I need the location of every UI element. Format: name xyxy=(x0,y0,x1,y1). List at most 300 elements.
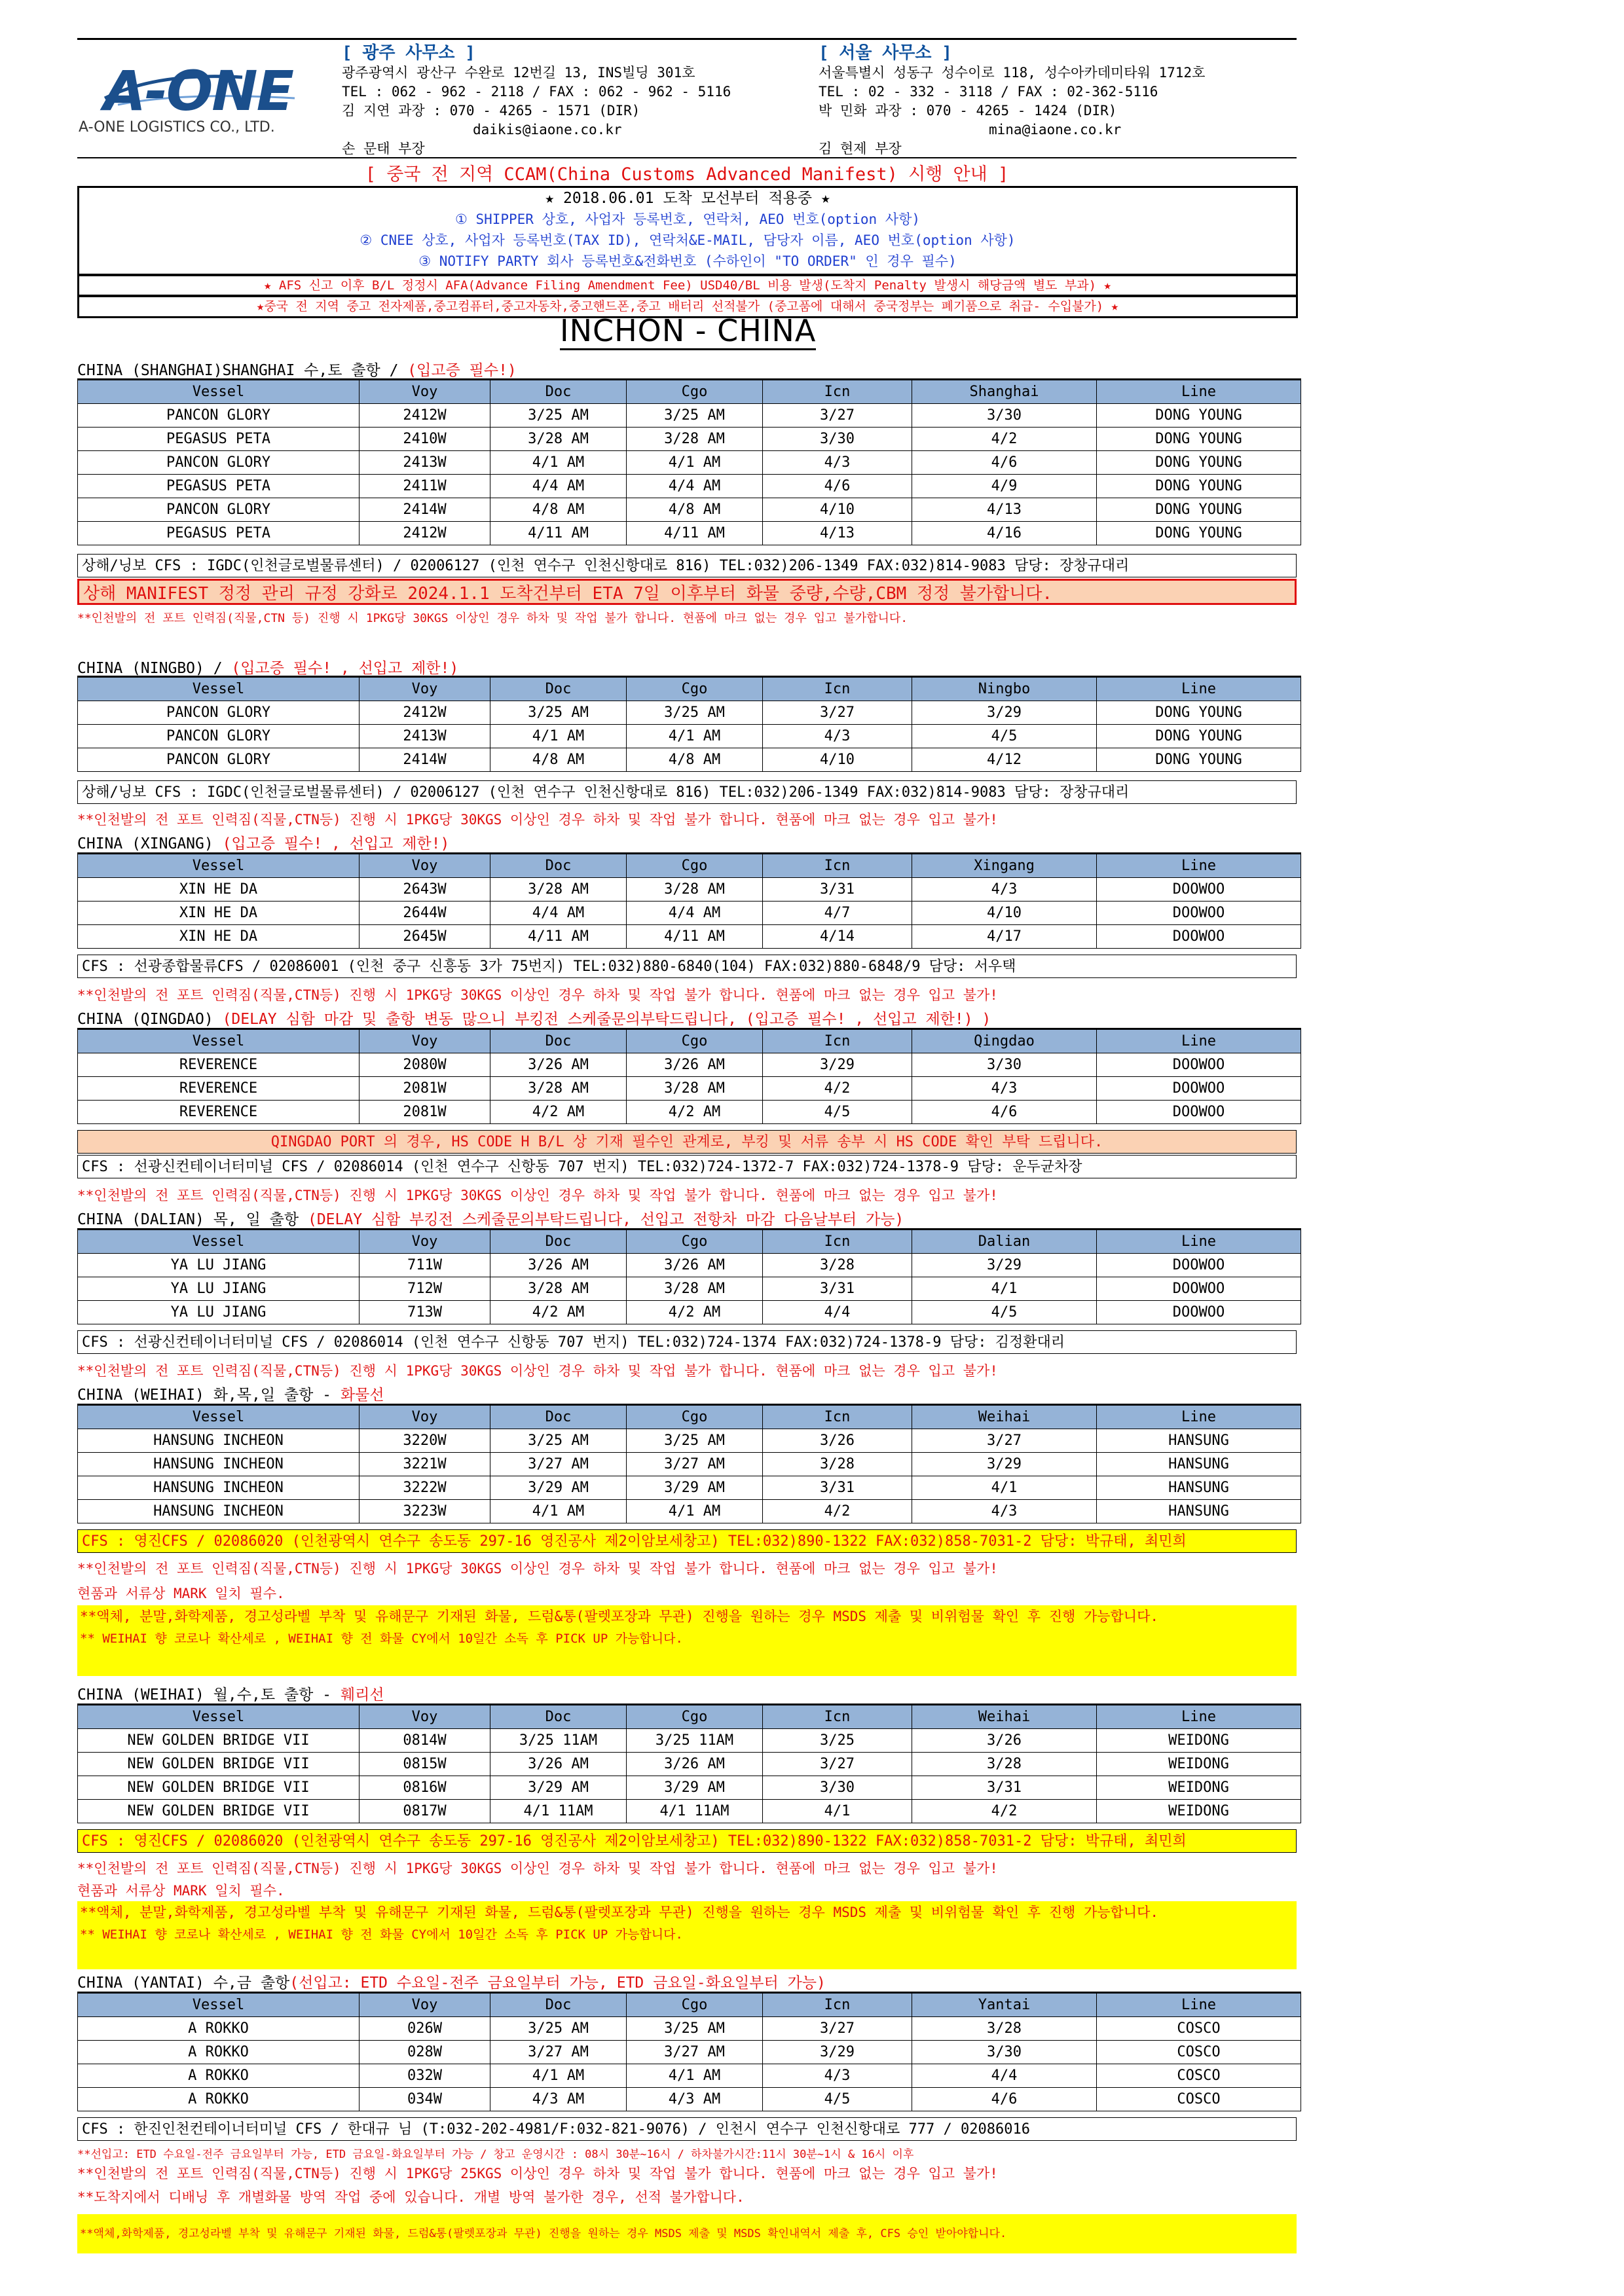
table-row xyxy=(78,404,1301,428)
section-title-text: CHINA (XINGANG) xyxy=(77,835,223,852)
vessel-cell: XIN HE DA xyxy=(78,878,360,902)
port-eta-cell: 4/16 xyxy=(912,522,1097,545)
vessel-cell: A ROKKO xyxy=(78,2064,360,2088)
line-cell: DONG YOUNG xyxy=(1097,428,1301,451)
table-row xyxy=(78,1301,1301,1324)
voyage-cell: 2644W xyxy=(360,902,490,925)
doc-cutoff-cell: 3/29 AM xyxy=(490,1476,627,1500)
cfs-info-weihai-ferry: CFS : 영진CFS / 02086020 (인천광역시 연수구 송도동 297-16 영진공사 제2이암보세창고) TEL:032)890-1322 FAX:032)858-7031-2 담당: 박규태, 최민희 xyxy=(77,1829,1297,1853)
col-header-port: Shanghai xyxy=(912,380,1097,404)
cargo-cutoff-cell: 3/26 AM xyxy=(627,1053,763,1077)
table-header-row xyxy=(78,1705,1301,1729)
voyage-cell: 2412W xyxy=(360,404,490,428)
used-goods-notice: ★중국 전 지역 중고 전자제품,중고컴퓨터,중고자동차,중고핸드폰,중고 배터리 선적불가 (중고품에 대해서 중국정부는 폐기품으로 취급- 수입불가) ★ xyxy=(77,295,1298,318)
incheon-etd-cell: 4/14 xyxy=(763,925,912,949)
doc-cutoff-cell: 4/4 AM xyxy=(490,902,627,925)
line-cell: DONG YOUNG xyxy=(1097,522,1301,545)
schedule-table-shanghai xyxy=(77,378,1301,545)
gwangju-manager: 손 문태 부장 xyxy=(342,141,425,156)
port-eta-cell: 4/17 xyxy=(912,925,1097,949)
vessel-cell: YA LU JIANG xyxy=(78,1254,360,1277)
col-header-icn: Icn xyxy=(763,677,912,701)
incheon-etd-cell: 3/30 xyxy=(763,1776,912,1800)
section-title-dalian xyxy=(77,1207,904,1229)
section-title-weihai-cargo xyxy=(77,1383,384,1404)
note-weihai-cargo: **인천발의 전 포트 인력짐(직물,CTN등) 진행 시 1PKG당 30KGS 이상인 경우 하차 및 작업 불가 합니다. 현품에 마크 없는 경우 입고 불가! xyxy=(77,1561,998,1576)
table-row xyxy=(78,1277,1301,1301)
vessel-cell: PEGASUS PETA xyxy=(78,475,360,498)
port-eta-cell: 4/12 xyxy=(912,748,1097,772)
voyage-cell: 2414W xyxy=(360,498,490,522)
col-header-doc: Doc xyxy=(490,1993,627,2017)
col-header-line: Line xyxy=(1097,854,1301,878)
table-row xyxy=(78,428,1301,451)
msds-notice-yantai: **액체,화학제품, 경고성라벨 부착 및 유해문구 기재된 화물, 드럼&통(팔렛포장과 무관) 진행을 원하는 경우 MSDS 제출 및 MSDS 확인내역서 제출 후, CFS 승인 받아야합니다. xyxy=(77,2214,1297,2253)
table-row xyxy=(78,748,1301,772)
doc-cutoff-cell: 4/11 AM xyxy=(490,522,627,545)
section-title-note: (DELAY 심함 마감 및 출항 변동 많으니 부킹전 스케줄문의부탁드립니다, (입고증 필수! , 선입고 제한!) ) xyxy=(222,1011,991,1028)
line-cell: DOOWOO xyxy=(1097,1254,1301,1277)
port-eta-cell: 4/13 xyxy=(912,498,1097,522)
schedule-table-dalian xyxy=(77,1228,1301,1324)
line-cell: DONG YOUNG xyxy=(1097,404,1301,428)
cargo-cutoff-cell: 4/1 AM xyxy=(627,725,763,748)
cfs-info-xingang: CFS : 선광종합물류CFS / 02086001 (인천 중구 신흥동 3가 75번지) TEL:032)880-6840(104) FAX:032)880-6848/9 담당: 서우택 xyxy=(77,955,1297,978)
line-cell: HANSUNG xyxy=(1097,1429,1301,1453)
line-cell: DOOWOO xyxy=(1097,1101,1301,1124)
line-cell: HANSUNG xyxy=(1097,1476,1301,1500)
table-row xyxy=(78,1476,1301,1500)
table-header-row xyxy=(78,677,1301,701)
doc-cutoff-cell: 3/25 AM xyxy=(490,701,627,725)
note-shanghai: **인천발의 전 포트 인력짐(직물,CTN 등) 진행 시 1PKG당 30KGS 이상인 경우 하차 및 작업 불가 합니다. 현품에 마크 없는 경우 입고 불가합니다. xyxy=(77,611,908,625)
table-header-row xyxy=(78,380,1301,404)
line-cell: COSCO xyxy=(1097,2017,1301,2041)
col-header-line: Line xyxy=(1097,1230,1301,1254)
port-eta-cell: 4/3 xyxy=(912,1077,1097,1101)
gwangju-email[interactable]: daikis@iaone.co.kr xyxy=(473,122,622,137)
col-header-port: Dalian xyxy=(912,1230,1097,1254)
cargo-cutoff-cell: 4/2 AM xyxy=(627,1101,763,1124)
voyage-cell: 2081W xyxy=(360,1101,490,1124)
port-eta-cell: 3/29 xyxy=(912,1254,1097,1277)
page-title: INCHON - CHINA xyxy=(560,313,816,350)
cargo-cutoff-cell: 3/25 AM xyxy=(627,2017,763,2041)
col-header-doc: Doc xyxy=(490,380,627,404)
note-yantai-weight: **인천발의 전 포트 인력짐(직물,CTN등) 진행 시 1PKG당 25KGS 이상인 경우 하차 및 작업 불가 합니다. 현품에 마크 없는 경우 입고 불가! xyxy=(77,2166,998,2181)
gwangju-contact: 김 지연 과장 : 070 - 4265 - 1571 (DIR) xyxy=(342,103,640,118)
col-header-voy: Voy xyxy=(360,854,490,878)
cargo-cutoff-cell: 3/27 AM xyxy=(627,2041,763,2064)
col-header-port: Qingdao xyxy=(912,1029,1097,1053)
voyage-cell: 2643W xyxy=(360,878,490,902)
incheon-etd-cell: 3/31 xyxy=(763,1476,912,1500)
col-header-doc: Doc xyxy=(490,1405,627,1429)
voyage-cell: 2413W xyxy=(360,725,490,748)
doc-cutoff-cell: 4/2 AM xyxy=(490,1101,627,1124)
schedule-table-xingang xyxy=(77,852,1301,949)
voyage-cell: 3221W xyxy=(360,1453,490,1476)
incheon-etd-cell: 3/27 xyxy=(763,2017,912,2041)
port-eta-cell: 3/26 xyxy=(912,1729,1097,1753)
gwangju-tel: TEL : 062 - 962 - 2118 / FAX : 062 - 962 - 5116 xyxy=(342,84,731,100)
doc-cutoff-cell: 3/25 AM xyxy=(490,1429,627,1453)
table-row xyxy=(78,1101,1301,1124)
section-title-text: CHINA (WEIHAI) 월,수,토 출항 - xyxy=(77,1686,341,1704)
section-title-text: CHINA (NINGBO) / xyxy=(77,660,232,677)
table-row xyxy=(78,1800,1301,1823)
vessel-cell: YA LU JIANG xyxy=(78,1301,360,1324)
company-logo xyxy=(79,52,327,144)
port-eta-cell: 3/29 xyxy=(912,701,1097,725)
doc-cutoff-cell: 3/27 AM xyxy=(490,1453,627,1476)
cargo-cutoff-cell: 4/2 AM xyxy=(627,1301,763,1324)
table-row xyxy=(78,498,1301,522)
table-row xyxy=(78,2041,1301,2064)
table-row xyxy=(78,902,1301,925)
voyage-cell: 028W xyxy=(360,2041,490,2064)
note-yantai-quarantine: **도착지에서 디배닝 후 개별화물 방역 작업 중에 있습니다. 개별 방역 불가한 경우, 선적 불가합니다. xyxy=(77,2189,745,2205)
gwangju-address: 광주광역시 광산구 수완로 12번길 13, INS빌딩 301호 xyxy=(342,65,695,81)
vessel-cell: PANCON GLORY xyxy=(78,498,360,522)
voyage-cell: 2081W xyxy=(360,1077,490,1101)
incheon-etd-cell: 3/30 xyxy=(763,428,912,451)
table-header-row xyxy=(78,1029,1301,1053)
port-eta-cell: 3/30 xyxy=(912,1053,1097,1077)
cargo-cutoff-cell: 4/1 11AM xyxy=(627,1800,763,1823)
vessel-cell: HANSUNG INCHEON xyxy=(78,1453,360,1476)
port-eta-cell: 3/31 xyxy=(912,1776,1097,1800)
table-row xyxy=(78,2088,1301,2111)
col-header-voy: Voy xyxy=(360,1705,490,1729)
port-eta-cell: 3/29 xyxy=(912,1453,1097,1476)
section-title-weihai-ferry xyxy=(77,1683,384,1704)
incheon-etd-cell: 4/5 xyxy=(763,1101,912,1124)
vessel-cell: PANCON GLORY xyxy=(78,404,360,428)
ccam-notice-line3: ② CNEE 상호, 사업자 등록번호(TAX ID), 연락처&E-MAIL, 담당자 이름, AEO 번호(option 사항) xyxy=(360,232,1016,248)
col-header-line: Line xyxy=(1097,380,1301,404)
voyage-cell: 034W xyxy=(360,2088,490,2111)
voyage-cell: 0817W xyxy=(360,1800,490,1823)
col-header-vessel: Vessel xyxy=(78,380,360,404)
port-eta-cell: 3/30 xyxy=(912,404,1097,428)
section-title-text: CHINA (SHANGHAI)SHANGHAI 수,토 출항 / xyxy=(77,362,408,379)
cargo-cutoff-cell: 3/29 AM xyxy=(627,1776,763,1800)
section-title-note: (입고증 필수! , 선입고 제한!) xyxy=(222,835,450,852)
col-header-line: Line xyxy=(1097,1705,1301,1729)
vessel-cell: REVERENCE xyxy=(78,1077,360,1101)
col-header-doc: Doc xyxy=(490,854,627,878)
schedule-table-weihai-cargo xyxy=(77,1404,1301,1523)
doc-cutoff-cell: 4/2 AM xyxy=(490,1301,627,1324)
port-eta-cell: 4/4 xyxy=(912,2064,1097,2088)
schedule-table-ningbo xyxy=(77,676,1301,772)
cargo-cutoff-cell: 4/3 AM xyxy=(627,2088,763,2111)
col-header-cgo: Cgo xyxy=(627,1705,763,1729)
line-cell: COSCO xyxy=(1097,2088,1301,2111)
port-eta-cell: 4/5 xyxy=(912,725,1097,748)
incheon-etd-cell: 4/3 xyxy=(763,2064,912,2088)
schedule-table-weihai-ferry xyxy=(77,1704,1301,1823)
incheon-etd-cell: 3/31 xyxy=(763,878,912,902)
voyage-cell: 2412W xyxy=(360,522,490,545)
cargo-cutoff-cell: 3/25 11AM xyxy=(627,1729,763,1753)
vessel-cell: NEW GOLDEN BRIDGE VII xyxy=(78,1753,360,1776)
doc-cutoff-cell: 4/1 AM xyxy=(490,1500,627,1523)
table-row xyxy=(78,725,1301,748)
section-title-text: CHINA (QINGDAO) xyxy=(77,1011,223,1028)
note-xingang: **인천발의 전 포트 인력짐(직물,CTN등) 진행 시 1PKG당 30KGS 이상인 경우 하차 및 작업 불가 합니다. 현품에 마크 없는 경우 입고 불가! xyxy=(77,987,998,1003)
incheon-etd-cell: 4/7 xyxy=(763,902,912,925)
col-header-cgo: Cgo xyxy=(627,1993,763,2017)
msds-notice-weihai-cargo xyxy=(77,1605,1297,1676)
col-header-port: Weihai xyxy=(912,1705,1097,1729)
cfs-info-shanghai: 상해/닝보 CFS : IGDC(인천글로벌물류센터) / 02006127 (인천 연수구 인천신항대로 816) TEL:032)206-1349 FAX:032)814-9083 담당: 장창규대리 xyxy=(77,554,1297,577)
table-row xyxy=(78,701,1301,725)
incheon-etd-cell: 4/10 xyxy=(763,748,912,772)
mark-note-weihai-cargo: 현품과 서류상 MARK 일치 필수. xyxy=(77,1586,285,1601)
note-yantai-warehouse: **선입고: ETD 수요일-전주 금요일부터 가능, ETD 금요일-화요일부터 가능 / 창고 운영시간 : 08시 30분~16시 / 하차불가시간:11시 30분~1시 & 16시 이후 xyxy=(77,2148,914,2161)
col-header-port: Yantai xyxy=(912,1993,1097,2017)
col-header-icn: Icn xyxy=(763,1029,912,1053)
col-header-icn: Icn xyxy=(763,1993,912,2017)
seoul-tel: TEL : 02 - 332 - 3118 / FAX : 02-362-5116 xyxy=(819,84,1158,100)
port-eta-cell: 4/6 xyxy=(912,451,1097,475)
note-qingdao: **인천발의 전 포트 인력짐(직물,CTN등) 진행 시 1PKG당 30KGS 이상인 경우 하차 및 작업 불가 합니다. 현품에 마크 없는 경우 입고 불가! xyxy=(77,1188,998,1203)
vessel-cell: A ROKKO xyxy=(78,2017,360,2041)
section-title-qingdao xyxy=(77,1007,991,1029)
col-header-doc: Doc xyxy=(490,1230,627,1254)
logo-main-text: A-ONE xyxy=(103,59,293,123)
msds-notice-weihai-ferry xyxy=(77,1901,1297,1969)
table-row xyxy=(78,1729,1301,1753)
line-cell: DOOWOO xyxy=(1097,1301,1301,1324)
col-header-icn: Icn xyxy=(763,1705,912,1729)
seoul-office-title: [ 서울 사무소 ] xyxy=(819,43,952,63)
note-ningbo: **인천발의 전 포트 인력짐(직물,CTN등) 진행 시 1PKG당 30KGS 이상인 경우 하차 및 작업 불가 합니다. 현품에 마크 없는 경우 입고 불가! xyxy=(77,812,998,828)
doc-cutoff-cell: 3/25 AM xyxy=(490,2017,627,2041)
vessel-cell: A ROKKO xyxy=(78,2041,360,2064)
vessel-cell: PANCON GLORY xyxy=(78,725,360,748)
incheon-etd-cell: 3/26 xyxy=(763,1429,912,1453)
col-header-doc: Doc xyxy=(490,1029,627,1053)
cargo-cutoff-cell: 4/11 AM xyxy=(627,925,763,949)
voyage-cell: 2645W xyxy=(360,925,490,949)
doc-cutoff-cell: 3/29 AM xyxy=(490,1776,627,1800)
msds-notice-text: **액체, 분말,화학제품, 경고성라벨 부착 및 유해문구 기재된 화물, 드럼&통(팔렛포장과 무관) 진행을 원하는 경우 MSDS 제출 및 비위험물 확인 후 진행 가능합니다. xyxy=(80,1609,1159,1624)
section-title-yantai xyxy=(77,1971,826,1992)
col-header-cgo: Cgo xyxy=(627,1405,763,1429)
doc-cutoff-cell: 3/26 AM xyxy=(490,1753,627,1776)
col-header-doc: Doc xyxy=(490,677,627,701)
col-header-cgo: Cgo xyxy=(627,1029,763,1053)
cargo-cutoff-cell: 3/26 AM xyxy=(627,1753,763,1776)
port-eta-cell: 4/1 xyxy=(912,1476,1097,1500)
doc-cutoff-cell: 4/11 AM xyxy=(490,925,627,949)
col-header-vessel: Vessel xyxy=(78,1029,360,1053)
voyage-cell: 2080W xyxy=(360,1053,490,1077)
vessel-cell: XIN HE DA xyxy=(78,925,360,949)
doc-cutoff-cell: 3/26 AM xyxy=(490,1053,627,1077)
port-eta-cell: 4/1 xyxy=(912,1277,1097,1301)
col-header-cgo: Cgo xyxy=(627,854,763,878)
cargo-cutoff-cell: 3/28 AM xyxy=(627,878,763,902)
voyage-cell: 026W xyxy=(360,2017,490,2041)
vessel-cell: REVERENCE xyxy=(78,1053,360,1077)
voyage-cell: 712W xyxy=(360,1277,490,1301)
col-header-port: Ningbo xyxy=(912,677,1097,701)
schedule-table-qingdao xyxy=(77,1028,1301,1124)
col-header-icn: Icn xyxy=(763,854,912,878)
cargo-cutoff-cell: 4/1 AM xyxy=(627,2064,763,2088)
vessel-cell: NEW GOLDEN BRIDGE VII xyxy=(78,1729,360,1753)
col-header-voy: Voy xyxy=(360,1230,490,1254)
table-row xyxy=(78,522,1301,545)
section-title-text: CHINA (WEIHAI) 화,목,일 출항 - xyxy=(77,1387,341,1404)
manifest-notice-shanghai: 상해 MANIFEST 정정 관리 규정 강화로 2024.1.1 도착건부터 ETA 7일 이후부터 화물 중량,수량,CBM 정정 불가합니다. xyxy=(77,579,1297,605)
table-row xyxy=(78,925,1301,949)
col-header-vessel: Vessel xyxy=(78,1705,360,1729)
voyage-cell: 0815W xyxy=(360,1753,490,1776)
line-cell: DOOWOO xyxy=(1097,925,1301,949)
cargo-cutoff-cell: 4/1 AM xyxy=(627,451,763,475)
line-cell: DOOWOO xyxy=(1097,1277,1301,1301)
hs-code-notice-qingdao: QINGDAO PORT 의 경우, HS CODE H B/L 상 기재 필수인 관계로, 부킹 및 서류 송부 시 HS CODE 확인 부탁 드립니다. xyxy=(77,1130,1297,1154)
line-cell: WEIDONG xyxy=(1097,1753,1301,1776)
col-header-voy: Voy xyxy=(360,677,490,701)
cargo-cutoff-cell: 4/8 AM xyxy=(627,498,763,522)
note-weihai-ferry: **인천발의 전 포트 인력짐(직물,CTN등) 진행 시 1PKG당 30KGS 이상인 경우 하차 및 작업 불가 합니다. 현품에 마크 없는 경우 입고 불가! xyxy=(77,1861,998,1876)
incheon-etd-cell: 4/13 xyxy=(763,522,912,545)
port-eta-cell: 3/28 xyxy=(912,1753,1097,1776)
table-row xyxy=(78,1077,1301,1101)
cargo-cutoff-cell: 3/28 AM xyxy=(627,428,763,451)
seoul-manager: 김 현제 부장 xyxy=(819,141,902,156)
voyage-cell: 713W xyxy=(360,1301,490,1324)
table-row xyxy=(78,1753,1301,1776)
col-header-voy: Voy xyxy=(360,380,490,404)
col-header-vessel: Vessel xyxy=(78,677,360,701)
line-cell: DOOWOO xyxy=(1097,1077,1301,1101)
ccam-notice-line1: ★ 2018.06.01 도착 모선부터 적용중 ★ xyxy=(545,190,830,207)
table-row xyxy=(78,2064,1301,2088)
section-title-shanghai xyxy=(77,358,517,380)
mark-note-weihai-ferry: 현품과 서류상 MARK 일치 필수. xyxy=(77,1883,285,1899)
seoul-email[interactable]: mina@iaone.co.kr xyxy=(989,122,1122,137)
col-header-cgo: Cgo xyxy=(627,380,763,404)
doc-cutoff-cell: 3/25 11AM xyxy=(490,1729,627,1753)
section-title-text: CHINA (DALIAN) 목, 일 출항 xyxy=(77,1211,308,1228)
line-cell: WEIDONG xyxy=(1097,1729,1301,1753)
voyage-cell: 0816W xyxy=(360,1776,490,1800)
section-title-xingang xyxy=(77,831,449,853)
section-title-text: CHINA (YANTAI) 수,금 출항 xyxy=(77,1975,290,1992)
voyage-cell: 3223W xyxy=(360,1500,490,1523)
doc-cutoff-cell: 4/1 11AM xyxy=(490,1800,627,1823)
incheon-etd-cell: 4/3 xyxy=(763,451,912,475)
col-header-port: Xingang xyxy=(912,854,1097,878)
port-eta-cell: 4/2 xyxy=(912,1800,1097,1823)
ccam-notice-title: [ 중국 전 지역 CCAM(China Customs Advanced Manifest) 시행 안내 ] xyxy=(365,164,1009,185)
cargo-cutoff-cell: 3/25 AM xyxy=(627,701,763,725)
doc-cutoff-cell: 4/1 AM xyxy=(490,2064,627,2088)
vessel-cell: PEGASUS PETA xyxy=(78,428,360,451)
line-cell: DOOWOO xyxy=(1097,902,1301,925)
voyage-cell: 2411W xyxy=(360,475,490,498)
vessel-cell: PANCON GLORY xyxy=(78,748,360,772)
incheon-etd-cell: 4/1 xyxy=(763,1800,912,1823)
incheon-etd-cell: 3/29 xyxy=(763,1053,912,1077)
voyage-cell: 0814W xyxy=(360,1729,490,1753)
line-cell: COSCO xyxy=(1097,2064,1301,2088)
schedule-table-yantai xyxy=(77,1992,1301,2111)
seoul-address: 서울특별시 성동구 성수이로 118, 성수아카데미타워 1712호 xyxy=(819,65,1206,81)
cargo-cutoff-cell: 3/29 AM xyxy=(627,1476,763,1500)
port-eta-cell: 3/28 xyxy=(912,2017,1097,2041)
table-row xyxy=(78,1453,1301,1476)
col-header-vessel: Vessel xyxy=(78,1405,360,1429)
section-title-note: (DELAY 심함 부킹전 스케줄문의부탁드립니다, 선입고 전항차 마감 다음날부터 가능) xyxy=(307,1211,904,1228)
section-title-note: (입고증 필수! , 선입고 제한!) xyxy=(231,660,459,677)
port-eta-cell: 3/30 xyxy=(912,2041,1097,2064)
col-header-cgo: Cgo xyxy=(627,1230,763,1254)
port-eta-cell: 4/2 xyxy=(912,428,1097,451)
incheon-etd-cell: 4/5 xyxy=(763,2088,912,2111)
cargo-cutoff-cell: 4/4 AM xyxy=(627,475,763,498)
afs-notice: ★ AFS 신고 이후 B/L 정정시 AFA(Advance Filing Amendment Fee) USD40/BL 비용 발생(도착지 Penalty 발생시 해당금액 별도 부과) ★ xyxy=(77,274,1298,297)
note-dalian: **인천발의 전 포트 인력짐(직물,CTN등) 진행 시 1PKG당 30KGS 이상인 경우 하차 및 작업 불가 합니다. 현품에 마크 없는 경우 입고 불가! xyxy=(77,1363,998,1379)
col-header-line: Line xyxy=(1097,677,1301,701)
vessel-cell: PANCON GLORY xyxy=(78,701,360,725)
line-cell: DONG YOUNG xyxy=(1097,498,1301,522)
doc-cutoff-cell: 4/3 AM xyxy=(490,2088,627,2111)
incheon-etd-cell: 3/29 xyxy=(763,2041,912,2064)
incheon-etd-cell: 3/27 xyxy=(763,404,912,428)
line-cell: COSCO xyxy=(1097,2041,1301,2064)
col-header-port: Weihai xyxy=(912,1405,1097,1429)
table-header-row xyxy=(78,1405,1301,1429)
incheon-etd-cell: 3/27 xyxy=(763,1753,912,1776)
incheon-etd-cell: 3/27 xyxy=(763,701,912,725)
port-eta-cell: 3/27 xyxy=(912,1429,1097,1453)
doc-cutoff-cell: 3/27 AM xyxy=(490,2041,627,2064)
col-header-voy: Voy xyxy=(360,1405,490,1429)
col-header-voy: Voy xyxy=(360,1993,490,2017)
line-cell: DONG YOUNG xyxy=(1097,725,1301,748)
cargo-cutoff-cell: 4/1 AM xyxy=(627,1500,763,1523)
section-title-note: (선입고: ETD 수요일-전주 금요일부터 가능, ETD 금요일-화요일부터 가능) xyxy=(289,1975,826,1992)
vessel-cell: PEGASUS PETA xyxy=(78,522,360,545)
table-row xyxy=(78,1500,1301,1523)
cfs-info-qingdao: CFS : 선광신컨테이너터미널 CFS / 02086014 (인천 연수구 신항동 707 번지) TEL:032)724-1372-7 FAX:032)724-1378-9 담당: 운두균차장 xyxy=(77,1155,1297,1178)
section-title-ningbo xyxy=(77,656,458,678)
table-row xyxy=(78,878,1301,902)
cargo-cutoff-cell: 3/28 AM xyxy=(627,1077,763,1101)
col-header-icn: Icn xyxy=(763,380,912,404)
table-row xyxy=(78,1053,1301,1077)
cargo-cutoff-cell: 4/8 AM xyxy=(627,748,763,772)
table-row xyxy=(78,475,1301,498)
doc-cutoff-cell: 3/28 AM xyxy=(490,1277,627,1301)
cargo-cutoff-cell: 3/26 AM xyxy=(627,1254,763,1277)
voyage-cell: 2413W xyxy=(360,451,490,475)
voyage-cell: 3222W xyxy=(360,1476,490,1500)
port-eta-cell: 4/3 xyxy=(912,1500,1097,1523)
table-header-row xyxy=(78,1230,1301,1254)
incheon-etd-cell: 3/31 xyxy=(763,1277,912,1301)
port-eta-cell: 4/6 xyxy=(912,1101,1097,1124)
col-header-vessel: Vessel xyxy=(78,1230,360,1254)
